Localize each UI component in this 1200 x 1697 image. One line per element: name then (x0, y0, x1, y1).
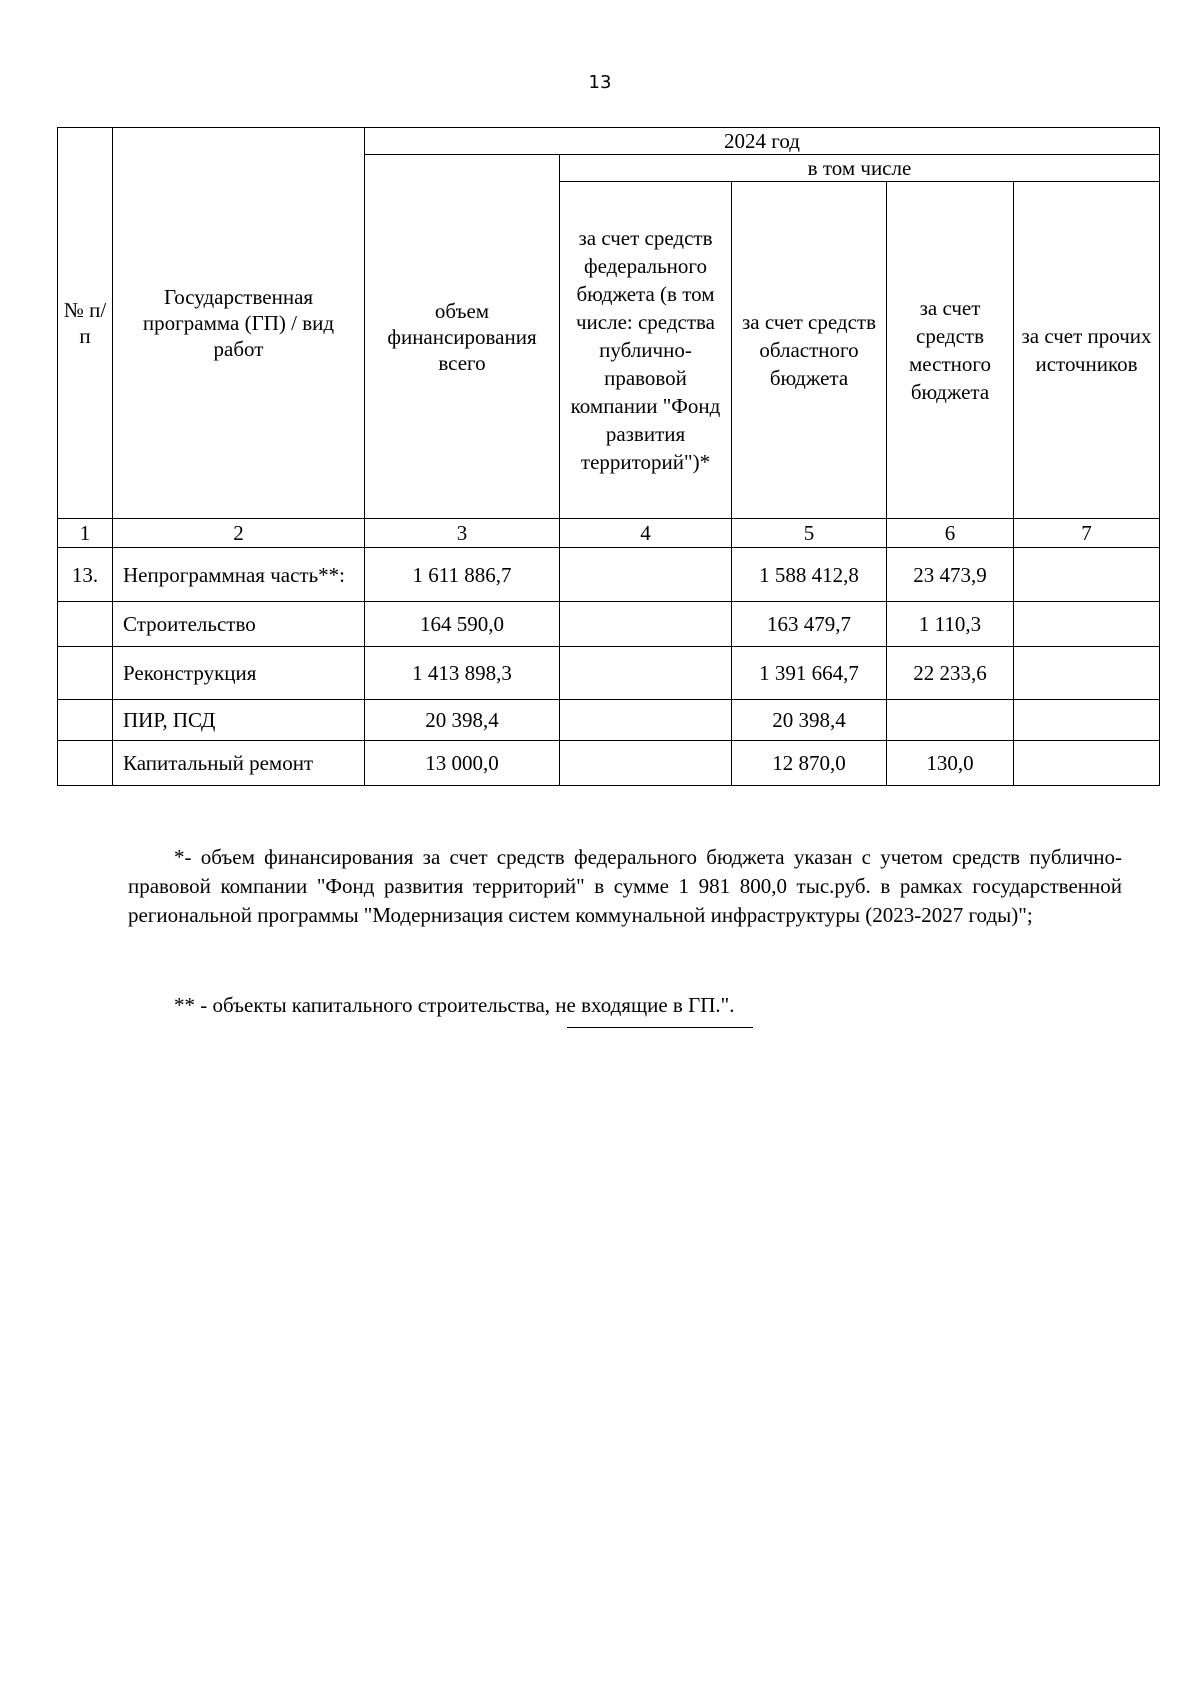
row-regional: 1 391 664,7 (732, 647, 887, 700)
table-row (58, 647, 1160, 700)
row-local: 23 473,9 (887, 548, 1014, 602)
row-other (1014, 741, 1160, 786)
header-local: за счет средств местного бюджета (887, 182, 1014, 519)
row-num (58, 700, 113, 741)
row-other (1014, 700, 1160, 741)
row-local: 1 110,3 (887, 602, 1014, 647)
row-regional: 1 588 412,8 (732, 548, 887, 602)
row-name: Капитальный ремонт (113, 741, 365, 786)
row-total: 20 398,4 (365, 700, 560, 741)
row-local (887, 700, 1014, 741)
header-total: объем финансирования всего (365, 155, 560, 519)
row-num (58, 602, 113, 647)
column-numbers-row (58, 519, 1160, 548)
row-name: ПИР, ПСД (113, 700, 365, 741)
column-number: 7 (1014, 519, 1160, 548)
row-local: 22 233,6 (887, 647, 1014, 700)
column-number: 3 (365, 519, 560, 548)
column-number: 1 (58, 519, 113, 548)
header-num: № п/п (58, 128, 113, 519)
table-row (58, 602, 1160, 647)
column-number: 2 (113, 519, 365, 548)
row-total: 1 611 886,7 (365, 548, 560, 602)
column-number: 4 (560, 519, 732, 548)
row-federal (560, 700, 732, 741)
row-regional: 163 479,7 (732, 602, 887, 647)
row-total: 164 590,0 (365, 602, 560, 647)
table-row (58, 700, 1160, 741)
header-other: за счет прочих источников (1014, 182, 1160, 519)
row-local: 130,0 (887, 741, 1014, 786)
row-num (58, 647, 113, 700)
footnote-federal: *- объем финансирования за счет средств федерального бюджета указан с учетом средств публично-правовой компании "Фонд развития территорий" в сумме 1 981 800,0 тыс.руб. в рамках государственной региональной программы "Модернизация систем коммунальной инфраструктуры (2023-2027 годы)"; (128, 845, 1122, 927)
header-federal: за счет средств федерального бюджета (в том числе: средства публично-правовой компании "Фонд развития территорий")* (560, 182, 732, 519)
row-regional: 12 870,0 (732, 741, 887, 786)
column-number: 6 (887, 519, 1014, 548)
financing-table (57, 127, 1160, 786)
header-regional: за счет средств областного бюджета (732, 182, 887, 519)
row-name: Строительство (113, 602, 365, 647)
row-total: 1 413 898,3 (365, 647, 560, 700)
row-other (1014, 602, 1160, 647)
header-row-year (58, 128, 1160, 155)
row-name: Непрограммная часть**: (113, 548, 365, 602)
row-total: 13 000,0 (365, 741, 560, 786)
page-number: 13 (588, 72, 612, 93)
row-regional: 20 398,4 (732, 700, 887, 741)
row-federal (560, 647, 732, 700)
table-row (58, 741, 1160, 786)
end-rule (567, 1027, 753, 1028)
header-program: Государственная программа (ГП) / вид работ (113, 128, 365, 519)
row-federal (560, 548, 732, 602)
row-other (1014, 548, 1160, 602)
row-other (1014, 647, 1160, 700)
table-row (58, 548, 1160, 602)
header-including: в том числе (560, 155, 1160, 182)
row-federal (560, 602, 732, 647)
column-number: 5 (732, 519, 887, 548)
row-federal (560, 741, 732, 786)
header-year: 2024 год (365, 128, 1160, 155)
row-name: Реконструкция (113, 647, 365, 700)
row-num (58, 741, 113, 786)
row-num: 13. (58, 548, 113, 602)
footnote-non-program: ** - объекты капитального строительства, не входящие в ГП.". (174, 993, 735, 1017)
